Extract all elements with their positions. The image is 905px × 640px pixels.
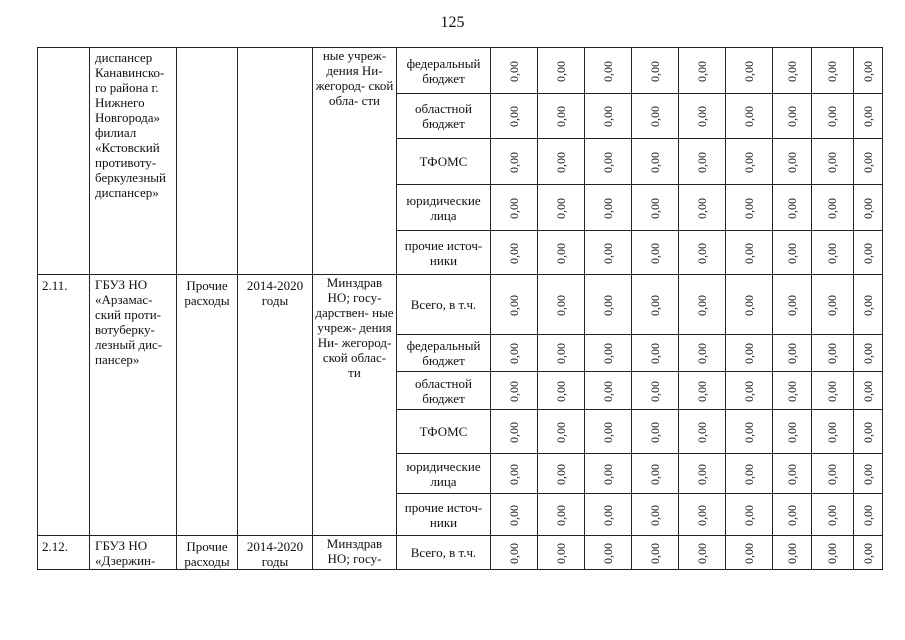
value-cell xyxy=(538,536,585,570)
funding-source: федеральный бюджет xyxy=(397,48,491,94)
value-cell xyxy=(812,410,854,454)
expense-type xyxy=(177,48,238,275)
value: 0,00 xyxy=(553,421,568,443)
value: 0,00 xyxy=(741,343,756,364)
value-cell xyxy=(726,335,773,372)
value: 0,00 xyxy=(647,151,662,173)
value-cell xyxy=(854,231,883,275)
value: 0,00 xyxy=(553,463,568,485)
value: 0,00 xyxy=(694,151,709,173)
value-cell xyxy=(491,372,538,410)
funding-source: прочие источ- ники xyxy=(397,494,491,536)
value: 0,00 xyxy=(600,380,615,402)
value-cell xyxy=(726,48,773,94)
value: 0,00 xyxy=(600,151,615,173)
value: 0,00 xyxy=(600,242,615,264)
value-cell xyxy=(854,185,883,231)
value: 0,00 xyxy=(694,197,709,219)
value: 0,00 xyxy=(600,421,615,443)
value: 0,00 xyxy=(784,343,799,364)
value: 0,00 xyxy=(553,343,568,364)
value: 0,00 xyxy=(825,421,839,443)
value-cell xyxy=(585,231,632,275)
institution-name xyxy=(90,536,177,570)
value: 0,00 xyxy=(553,60,568,82)
value-cell xyxy=(854,372,883,410)
value-cell xyxy=(812,372,854,410)
institution-name-line: филиал xyxy=(95,125,137,140)
institution-name-line: Канавинско- xyxy=(95,65,165,80)
value-cell xyxy=(491,48,538,94)
value: 0,00 xyxy=(600,463,615,485)
value: 0,00 xyxy=(694,542,709,564)
institution-name-line: лезный дис- xyxy=(95,337,163,352)
value: 0,00 xyxy=(860,60,875,82)
value-cell xyxy=(491,410,538,454)
value-cell xyxy=(679,454,726,494)
value: 0,00 xyxy=(506,151,521,173)
value: 0,00 xyxy=(825,294,839,316)
value-cell xyxy=(812,494,854,536)
value-cell xyxy=(632,275,679,335)
value-cell xyxy=(726,185,773,231)
value: 0,00 xyxy=(741,60,756,82)
value-cell xyxy=(679,410,726,454)
period xyxy=(238,48,313,275)
value-cell xyxy=(679,536,726,570)
value-cell xyxy=(491,335,538,372)
value-cell xyxy=(726,139,773,185)
value-cell xyxy=(538,139,585,185)
value-cell xyxy=(854,454,883,494)
value-cell xyxy=(585,372,632,410)
value-cell xyxy=(726,536,773,570)
funding-source: федеральный бюджет xyxy=(397,335,491,372)
value: 0,00 xyxy=(825,542,839,564)
institution-name-line: ГБУЗ НО xyxy=(95,538,148,553)
value-cell xyxy=(679,94,726,139)
value: 0,00 xyxy=(860,380,875,402)
value-cell xyxy=(773,139,812,185)
value: 0,00 xyxy=(506,542,521,564)
institution-name-line: диспансер xyxy=(95,50,153,65)
value: 0,00 xyxy=(553,294,568,316)
value: 0,00 xyxy=(741,380,756,402)
value-cell xyxy=(585,494,632,536)
row-number: 2.12. xyxy=(38,536,90,570)
value-cell xyxy=(538,454,585,494)
value: 0,00 xyxy=(647,242,662,264)
institution-name xyxy=(90,275,177,536)
period: 2014-2020 годы xyxy=(238,536,313,570)
value: 0,00 xyxy=(860,197,875,219)
value: 0,00 xyxy=(600,60,615,82)
value: 0,00 xyxy=(741,421,756,443)
funding-source: Всего, в т.ч. xyxy=(397,536,491,570)
value-cell xyxy=(812,536,854,570)
value-cell xyxy=(773,372,812,410)
value-cell xyxy=(632,372,679,410)
value: 0,00 xyxy=(506,463,521,485)
value-cell xyxy=(491,94,538,139)
institution-name-line: диспансер» xyxy=(95,185,159,200)
value: 0,00 xyxy=(860,242,875,264)
institution-name-line: «Кстовский xyxy=(95,140,160,155)
value-cell xyxy=(773,410,812,454)
value-cell xyxy=(773,231,812,275)
value-cell xyxy=(538,494,585,536)
value: 0,00 xyxy=(647,294,662,316)
value: 0,00 xyxy=(600,542,615,564)
value: 0,00 xyxy=(600,343,615,364)
value-cell xyxy=(538,231,585,275)
value: 0,00 xyxy=(600,106,615,127)
value: 0,00 xyxy=(825,151,839,173)
value-cell xyxy=(585,94,632,139)
value-cell xyxy=(585,335,632,372)
page-number: 125 xyxy=(440,14,465,31)
institution-name-line: ГБУЗ НО xyxy=(95,277,148,292)
value-cell xyxy=(773,454,812,494)
value-cell xyxy=(491,536,538,570)
value-cell xyxy=(538,94,585,139)
value: 0,00 xyxy=(784,151,799,173)
value: 0,00 xyxy=(694,380,709,402)
value: 0,00 xyxy=(860,542,875,564)
value: 0,00 xyxy=(506,343,521,364)
value: 0,00 xyxy=(741,463,756,485)
value: 0,00 xyxy=(506,242,521,264)
value: 0,00 xyxy=(784,380,799,402)
funding-source: ТФОМС xyxy=(397,139,491,185)
table-row xyxy=(38,536,883,570)
value-cell xyxy=(679,48,726,94)
value: 0,00 xyxy=(860,151,875,173)
value: 0,00 xyxy=(553,380,568,402)
value-cell xyxy=(585,275,632,335)
expense-type: Прочие расходы xyxy=(177,536,238,570)
value-cell xyxy=(854,536,883,570)
value-cell xyxy=(632,410,679,454)
value-cell xyxy=(679,231,726,275)
value-cell xyxy=(585,48,632,94)
value-cell xyxy=(538,372,585,410)
value-cell xyxy=(773,185,812,231)
value: 0,00 xyxy=(553,106,568,127)
value-cell xyxy=(854,494,883,536)
value-cell xyxy=(585,185,632,231)
budget-table xyxy=(37,47,883,570)
value: 0,00 xyxy=(860,343,875,364)
funding-source: областной бюджет xyxy=(397,94,491,139)
value: 0,00 xyxy=(647,343,662,364)
funding-source: юридические лица xyxy=(397,185,491,231)
value: 0,00 xyxy=(825,197,839,219)
value-cell xyxy=(491,139,538,185)
value-cell xyxy=(854,48,883,94)
funding-source: Всего, в т.ч. xyxy=(397,275,491,335)
value: 0,00 xyxy=(506,421,521,443)
value: 0,00 xyxy=(553,197,568,219)
value: 0,00 xyxy=(647,380,662,402)
value: 0,00 xyxy=(694,504,709,526)
value: 0,00 xyxy=(741,242,756,264)
value: 0,00 xyxy=(647,421,662,443)
value-cell xyxy=(538,275,585,335)
value: 0,00 xyxy=(694,60,709,82)
value-cell xyxy=(812,231,854,275)
value: 0,00 xyxy=(506,380,521,402)
value-cell xyxy=(726,494,773,536)
value-cell xyxy=(812,94,854,139)
row-number xyxy=(38,48,90,275)
value: 0,00 xyxy=(694,421,709,443)
value-cell xyxy=(773,494,812,536)
value-cell xyxy=(538,185,585,231)
value: 0,00 xyxy=(506,294,521,316)
value-cell xyxy=(773,275,812,335)
value: 0,00 xyxy=(784,106,799,127)
value-cell xyxy=(726,410,773,454)
value: 0,00 xyxy=(825,106,839,127)
value: 0,00 xyxy=(600,504,615,526)
value: 0,00 xyxy=(860,294,875,316)
value-cell xyxy=(491,231,538,275)
value-cell xyxy=(854,139,883,185)
value-cell xyxy=(491,275,538,335)
value-cell xyxy=(679,139,726,185)
value: 0,00 xyxy=(647,60,662,82)
value: 0,00 xyxy=(553,151,568,173)
value-cell xyxy=(585,536,632,570)
value-cell xyxy=(854,94,883,139)
value: 0,00 xyxy=(784,504,799,526)
value-cell xyxy=(632,48,679,94)
value-cell xyxy=(632,94,679,139)
value-cell xyxy=(491,454,538,494)
value-cell xyxy=(773,94,812,139)
value: 0,00 xyxy=(741,542,756,564)
value: 0,00 xyxy=(825,463,839,485)
value: 0,00 xyxy=(784,60,799,82)
value-cell xyxy=(812,185,854,231)
value-cell xyxy=(726,231,773,275)
value-cell xyxy=(491,494,538,536)
value-cell xyxy=(632,185,679,231)
value: 0,00 xyxy=(694,294,709,316)
value: 0,00 xyxy=(600,197,615,219)
value-cell xyxy=(679,275,726,335)
value-cell xyxy=(585,139,632,185)
value-cell xyxy=(585,454,632,494)
value-cell xyxy=(854,335,883,372)
value-cell xyxy=(726,372,773,410)
value-cell xyxy=(632,536,679,570)
value-cell xyxy=(538,410,585,454)
value-cell xyxy=(538,335,585,372)
value: 0,00 xyxy=(506,106,521,127)
institution-name-line: ский проти- xyxy=(95,307,162,322)
value-cell xyxy=(726,454,773,494)
value: 0,00 xyxy=(741,504,756,526)
value-cell xyxy=(632,494,679,536)
value-cell xyxy=(854,410,883,454)
value: 0,00 xyxy=(784,463,799,485)
value: 0,00 xyxy=(553,542,568,564)
value: 0,00 xyxy=(784,294,799,316)
value: 0,00 xyxy=(553,242,568,264)
institution-name-line: Нижнего xyxy=(95,95,145,110)
value-cell xyxy=(632,231,679,275)
value-cell xyxy=(538,48,585,94)
value: 0,00 xyxy=(694,463,709,485)
value-cell xyxy=(632,454,679,494)
value: 0,00 xyxy=(860,463,875,485)
table-row xyxy=(38,275,883,335)
institution-name-line: пансер» xyxy=(95,352,140,367)
value: 0,00 xyxy=(506,504,521,526)
period: 2014-2020 годы xyxy=(238,275,313,536)
value-cell xyxy=(679,335,726,372)
value-cell xyxy=(679,372,726,410)
value: 0,00 xyxy=(860,106,875,127)
value: 0,00 xyxy=(825,242,839,264)
funding-source: областной бюджет xyxy=(397,372,491,410)
institution-name-line: «Дзержин- xyxy=(95,553,156,568)
value: 0,00 xyxy=(600,294,615,316)
value-cell xyxy=(679,185,726,231)
value: 0,00 xyxy=(860,421,875,443)
value: 0,00 xyxy=(825,343,839,364)
value: 0,00 xyxy=(506,197,521,219)
value-cell xyxy=(812,335,854,372)
value-cell xyxy=(773,536,812,570)
value-cell xyxy=(773,335,812,372)
value: 0,00 xyxy=(860,504,875,526)
value: 0,00 xyxy=(694,242,709,264)
row-number: 2.11. xyxy=(38,275,90,536)
value-cell xyxy=(812,275,854,335)
funding-source: ТФОМС xyxy=(397,410,491,454)
value-cell xyxy=(854,275,883,335)
value: 0,00 xyxy=(825,380,839,402)
institution-name-line: противоту- xyxy=(95,155,157,170)
value: 0,00 xyxy=(741,197,756,219)
responsible: Минздрав НО; госу- дарствен- ные учреж- дения Ни- жегород- ской облас- ти xyxy=(313,275,397,536)
value: 0,00 xyxy=(741,106,756,127)
value: 0,00 xyxy=(825,504,839,526)
value: 0,00 xyxy=(694,106,709,127)
value: 0,00 xyxy=(784,542,799,564)
value: 0,00 xyxy=(825,60,839,82)
value-cell xyxy=(726,275,773,335)
value-cell xyxy=(812,48,854,94)
value-cell xyxy=(679,494,726,536)
value-cell xyxy=(812,139,854,185)
value: 0,00 xyxy=(506,60,521,82)
value: 0,00 xyxy=(647,463,662,485)
expense-type: Прочие расходы xyxy=(177,275,238,536)
institution-name-line: беркулезный xyxy=(95,170,166,185)
funding-source: юридические лица xyxy=(397,454,491,494)
value: 0,00 xyxy=(784,197,799,219)
value-cell xyxy=(773,48,812,94)
value: 0,00 xyxy=(741,294,756,316)
value: 0,00 xyxy=(784,242,799,264)
value: 0,00 xyxy=(647,106,662,127)
value: 0,00 xyxy=(784,421,799,443)
responsible: Минздрав НО; госу- xyxy=(313,536,397,570)
institution-name-line: Новгорода» xyxy=(95,110,161,125)
institution-name-line: «Арзамас- xyxy=(95,292,153,307)
institution-name xyxy=(90,48,177,275)
value-cell xyxy=(632,139,679,185)
value: 0,00 xyxy=(647,504,662,526)
value-cell xyxy=(726,94,773,139)
value-cell xyxy=(632,335,679,372)
value: 0,00 xyxy=(553,504,568,526)
value: 0,00 xyxy=(694,343,709,364)
institution-name-line: вотуберку- xyxy=(95,322,155,337)
value: 0,00 xyxy=(741,151,756,173)
value-cell xyxy=(585,410,632,454)
institution-name-line: го района г. xyxy=(95,80,159,95)
value-cell xyxy=(812,454,854,494)
responsible: ные учреж- дения Ни- жегород- ской обла- сти xyxy=(313,48,397,275)
value: 0,00 xyxy=(647,542,662,564)
table-row xyxy=(38,48,883,94)
value-cell xyxy=(491,185,538,231)
value: 0,00 xyxy=(647,197,662,219)
funding-source: прочие источ- ники xyxy=(397,231,491,275)
